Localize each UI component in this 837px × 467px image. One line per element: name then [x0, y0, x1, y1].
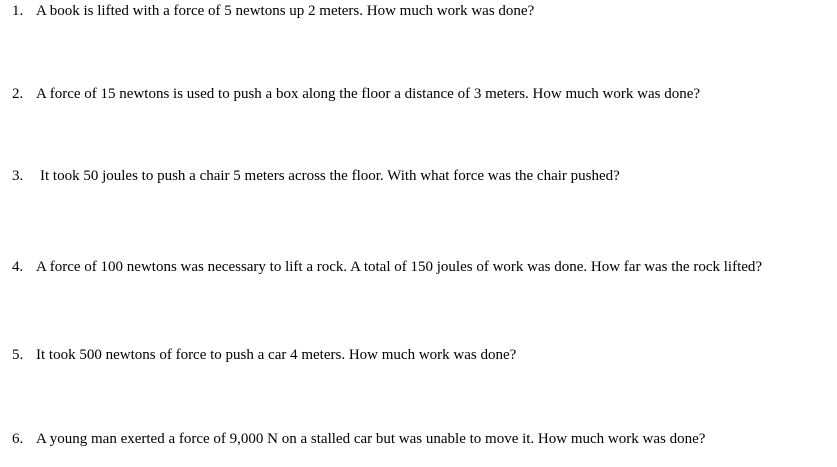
- question-item: [0, 84, 837, 104]
- question-number: 5.: [12, 347, 24, 363]
- question-text: It took 50 joules to push a chair 5 meters across the floor. With what force was the chair pushed?: [40, 168, 620, 184]
- question-number: 2.: [12, 86, 24, 102]
- question-text: It took 500 newtons of force to push a car 4 meters. How much work was done?: [36, 347, 517, 363]
- question-item: [0, 345, 837, 365]
- question-item: [0, 429, 837, 449]
- question-text: A force of 15 newtons is used to push a box along the floor a distance of 3 meters. How much work was done?: [36, 86, 701, 102]
- question-text: A book is lifted with a force of 5 newtons up 2 meters. How much work was done?: [36, 3, 535, 19]
- question-text: A young man exerted a force of 9,000 N on a stalled car but was unable to move it. How much work was done?: [36, 431, 706, 447]
- question-item: [0, 257, 837, 277]
- question-text: A force of 100 newtons was necessary to lift a rock. A total of 150 joules of work was done. How far was the rock lifted?: [36, 259, 763, 275]
- question-number: 1.: [12, 3, 24, 19]
- question-item: [0, 166, 837, 186]
- question-number: 3.: [12, 168, 24, 184]
- question-number: 6.: [12, 431, 24, 447]
- question-item: [0, 1, 837, 21]
- question-number: 4.: [12, 259, 24, 275]
